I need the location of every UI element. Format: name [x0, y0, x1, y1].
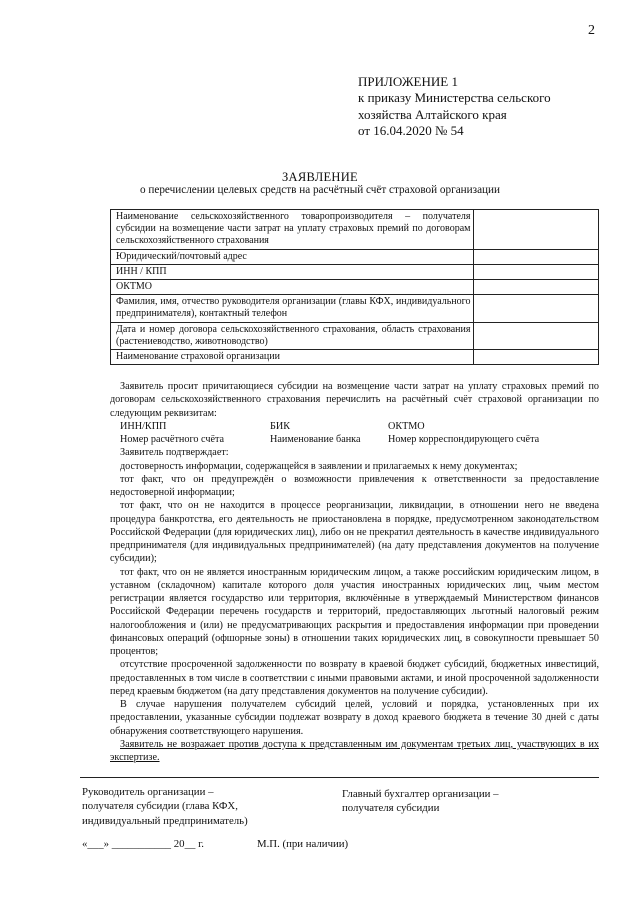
- date-field[interactable]: «___» ___________ 20__ г.: [82, 838, 204, 850]
- appendix-ministry-line: хозяйства Алтайского края: [358, 106, 507, 122]
- consent-paragraph: Заявитель не возражает против доступа к представленным им документам третьих лиц, участвующих в их экспертизе.: [110, 738, 599, 763]
- page-number: 2: [588, 23, 595, 38]
- table-row: [111, 279, 599, 294]
- table-row: [111, 295, 599, 322]
- requisite-inn-kpp: ИНН/КПП: [120, 420, 167, 432]
- confirm-item: тот факт, что он предупреждён о возможности привлечения к ответственности за предоставление недостоверной информации;: [110, 473, 599, 498]
- requisite-bik: БИК: [270, 420, 291, 432]
- table-value-cell[interactable]: [474, 249, 599, 264]
- statement-body: [110, 380, 599, 764]
- requisite-correspondent-account: Номер корреспондирующего счёта: [388, 434, 540, 445]
- table-value-cell[interactable]: [474, 210, 599, 250]
- confirm-item: отсутствие просроченной задолженности по возврату в краевой бюджет субсидий, бюджетных инвестиций, предоставленных в том числе в соответствии с иными правовыми актами, и иной просроченной задолженности перед краевым бюджетом (на дату представления документов на получение субсидии).: [110, 659, 599, 697]
- table-value-cell[interactable]: [474, 295, 599, 322]
- table-value-cell[interactable]: [474, 279, 599, 294]
- appendix-date-line: от 16.04.2020 № 54: [358, 123, 464, 139]
- requisites-row: [110, 420, 599, 433]
- head-signature-block: [82, 785, 248, 828]
- table-row: [111, 249, 599, 264]
- requisite-oktmo: ОКТМО: [388, 420, 425, 432]
- requisite-bank-name: Наименование банка: [270, 434, 361, 445]
- stamp-label: М.П. (при наличии): [257, 838, 349, 850]
- confirm-item: достоверность информации, содержащейся в заявлении и прилагаемых к нему документах;: [120, 460, 518, 472]
- violation-paragraph: В случае нарушения получателем субсидий целей, условий и порядка, установленных при их предоставлении, указанные субсидии подлежат возврату в доход краевого бюджета в течение 30 дней с даты обнаружения соответствующего нарушения.: [110, 699, 599, 737]
- appendix-order-line: к приказу Министерства сельского: [358, 90, 551, 106]
- table-value-cell[interactable]: [474, 264, 599, 279]
- table-row: [111, 322, 599, 349]
- confirm-item: тот факт, что он не находится в процессе реорганизации, ликвидации, в отношении него не введена процедура банкротства, его деятельность не приостановлена в порядке, предусмотренном законодательством Российской Федерации (для юридических лиц), либо он не прекратил деятельность в качестве индивидуального предпринимателя (для индивидуальных предпринимателей) (на дату представления документов на получение субсидии);: [110, 500, 599, 565]
- head-signature-line: индивидуальный предприниматель): [82, 814, 248, 827]
- request-paragraph: Заявитель просит причитающиеся субсидии на возмещение части затрат на уплату страховых премий по договорам сельскохозяйственного страхования перечислить на расчётный счёт страховой организации по следующим реквизитам:: [110, 381, 599, 419]
- document-subtitle: о перечислении целевых средств на расчётный счёт страховой организации: [140, 184, 500, 196]
- appendix-block: [358, 74, 551, 140]
- table-row: [111, 349, 599, 364]
- confirm-item: тот факт, что он не является иностранным юридическим лицом, а также российским юридическим лицом, в уставном (складочном) капитале которого доля участия иностранных юридических лиц, чьим местом регистрации является государство или территория, включённые в утверждаемый Министерством финансов Российской Федерации перечень государств и территорий, предоставляющих льготный налоговый режим налогообложения и (или) не предусматривающих раскрытия и предоставления информации при проведении финансовых операций (офшорные зоны) в отношении таких юридических лиц, в совокупности превышает 50 процентов;: [110, 566, 599, 657]
- table-row: [111, 264, 599, 279]
- applicant-info-table: [110, 209, 599, 365]
- head-signature-line: получателя субсидии (глава КФХ,: [82, 800, 238, 813]
- table-label-cell: ОКТМО: [111, 279, 474, 294]
- document-title: ЗАЯВЛЕНИЕ: [282, 170, 358, 184]
- requisites-row: [110, 433, 599, 446]
- appendix-title: ПРИЛОЖЕНИЕ 1: [358, 74, 458, 89]
- table-label-cell: Фамилия, имя, отчество руководителя организации (главы КФХ, индивидуального предпринимателя), контактный телефон: [111, 295, 474, 322]
- table-row: [111, 210, 599, 250]
- table-label-cell: Наименование сельскохозяйственного товаропроизводителя – получателя субсидии на возмещение части затрат на уплату страховых премий по договорам сельскохозяйственного страхования: [111, 210, 474, 250]
- accountant-signature-block: [342, 787, 498, 816]
- table-label-cell: Юридический/почтовый адрес: [111, 249, 474, 264]
- table-value-cell[interactable]: [474, 322, 599, 349]
- table-label-cell: Дата и номер договора сельскохозяйственного страхования, область страхования (растениеводство, животноводство): [111, 322, 474, 349]
- signature-divider: [80, 777, 599, 778]
- confirms-intro: Заявитель подтверждает:: [120, 447, 229, 459]
- table-value-cell[interactable]: [474, 349, 599, 364]
- requisite-account-number: Номер расчётного счёта: [120, 434, 225, 445]
- accountant-signature-line: Главный бухгалтер организации –: [342, 788, 499, 800]
- accountant-signature-line: получателя субсидии: [342, 802, 440, 815]
- table-label-cell: Наименование страховой организации: [111, 349, 474, 364]
- head-signature-line: Руководитель организации –: [82, 786, 214, 798]
- table-label-cell: ИНН / КПП: [111, 264, 474, 279]
